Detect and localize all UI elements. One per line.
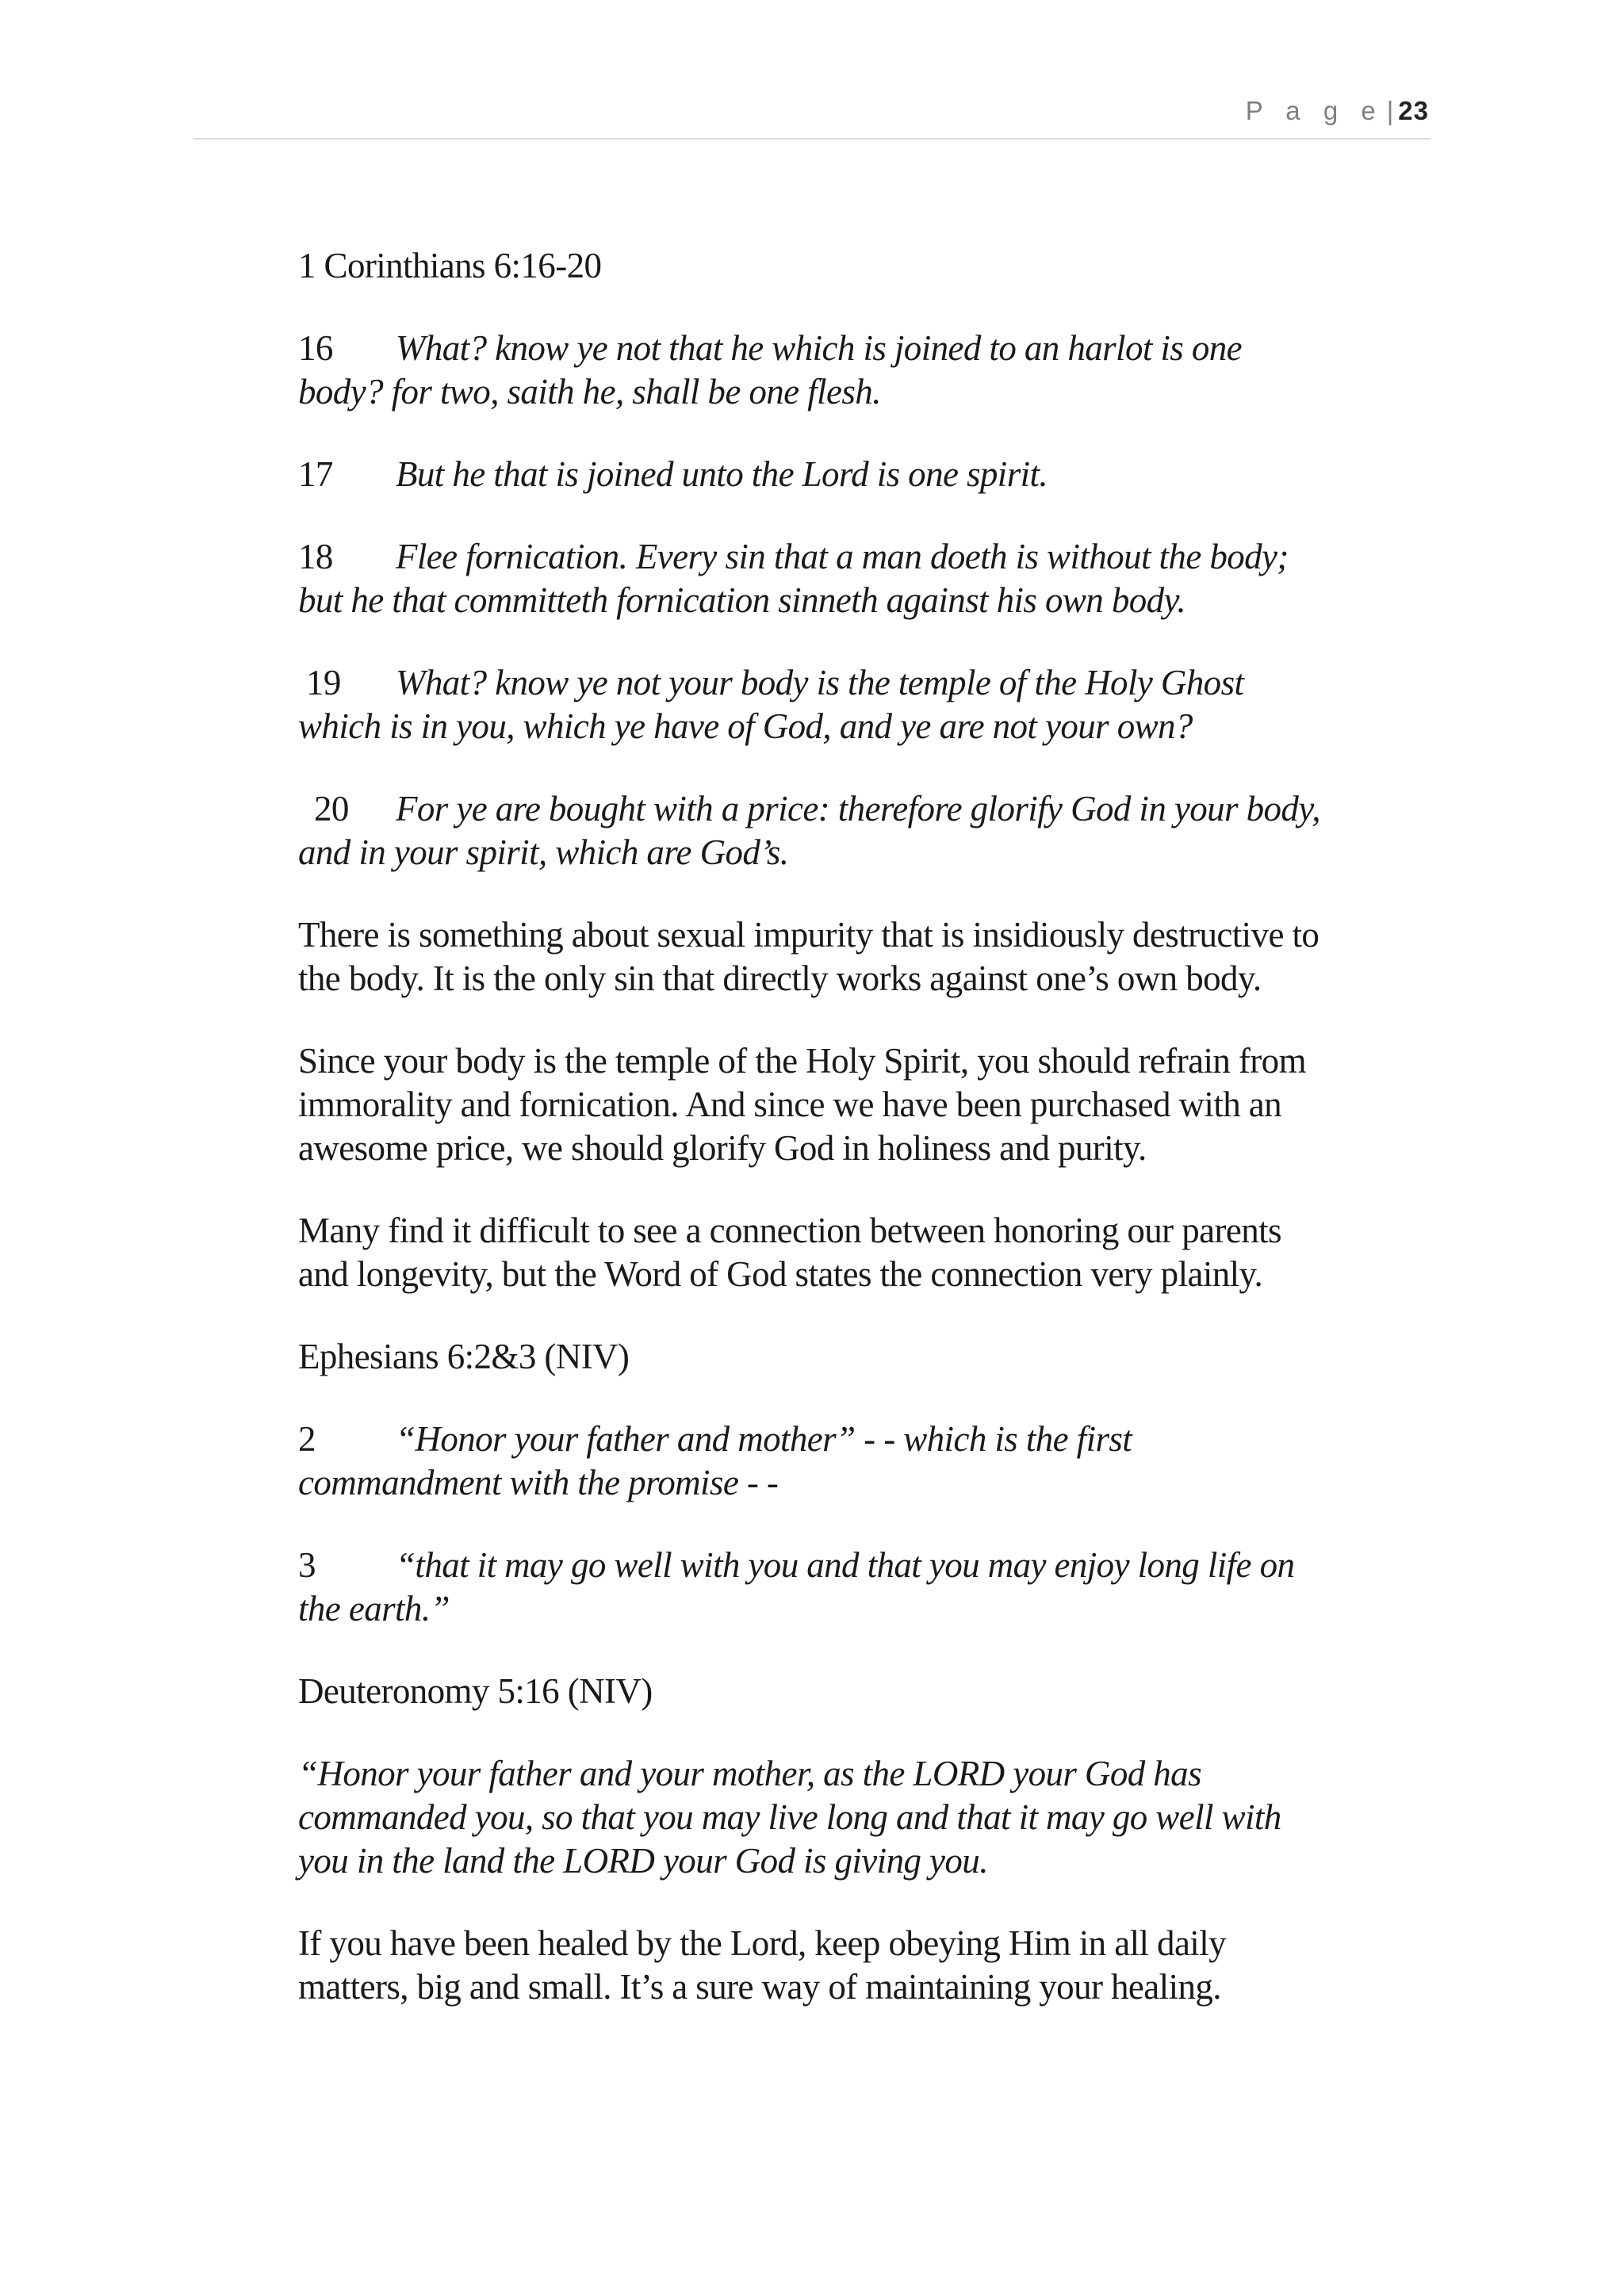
- paragraph-line: and longevity, but the Word of God states the connection very plainly.: [298, 1254, 1263, 1294]
- verse-text-line: commandment with the promise - -: [298, 1463, 779, 1502]
- paragraph-line: immorality and fornication. And since we have been purchased with an: [298, 1085, 1282, 1124]
- paragraph-line: matters, big and small. It’s a sure way of maintaining your healing.: [298, 1967, 1221, 2007]
- reference-text: Ephesians 6:2&3 (NIV): [298, 1337, 630, 1376]
- deuteronomy-verse: [298, 1752, 1456, 1883]
- verse-text-line: but he that committeth fornication sinneth against his own body.: [298, 580, 1186, 620]
- paragraph-line: There is something about sexual impurity that is insidiously destructive to: [298, 915, 1320, 955]
- verse-18: [298, 535, 1456, 622]
- paragraph-line: If you have been healed by the Lord, keep obeying Him in all daily: [298, 1923, 1227, 1963]
- verse-text-line: the earth.”: [298, 1589, 450, 1628]
- verse-number: 16: [298, 328, 333, 368]
- paragraph-line: Many find it difficult to see a connection between honoring our parents: [298, 1211, 1281, 1250]
- page-separator: |: [1386, 96, 1394, 125]
- verse-text-line: and in your spirit, which are God’s.: [298, 832, 789, 872]
- verse-text-line: “that it may go well with you and that you may enjoy long life on: [396, 1545, 1295, 1585]
- verse-number: 2: [298, 1419, 316, 1459]
- verse-number: 17: [298, 454, 333, 494]
- paragraph-temple: [298, 1039, 1456, 1170]
- page-number-value: 23: [1398, 96, 1429, 125]
- ephesians-verse-2: [298, 1418, 1456, 1505]
- scripture-reference-deuteronomy: [298, 1670, 1456, 1713]
- verse-text-line: For ye are bought with a price: therefore glorify God in your body,: [396, 789, 1320, 828]
- paragraph-line: the body. It is the only sin that directly works against one’s own body.: [298, 959, 1262, 998]
- reference-text: 1 Corinthians 6:16-20: [298, 246, 602, 285]
- verse-text-line: What? know ye not your body is the temple of the Holy Ghost: [396, 663, 1244, 702]
- verse-19: [298, 661, 1456, 748]
- verse-text-line: you in the land the LORD your God is giving you.: [298, 1841, 988, 1881]
- page-number: [1246, 94, 1429, 128]
- paragraph-sexual-impurity: [298, 913, 1456, 1001]
- verse-number: 20: [314, 789, 349, 828]
- ephesians-verse-3: [298, 1544, 1456, 1631]
- verse-number: 19: [306, 663, 341, 702]
- scripture-reference-ephesians: [298, 1335, 1456, 1379]
- verse-text-line: Flee fornication. Every sin that a man doeth is without the body;: [396, 537, 1289, 576]
- verse-text-line: commanded you, so that you may live long and that it may go well with: [298, 1797, 1281, 1837]
- scripture-reference-corinthians: [298, 244, 1456, 288]
- verse-text-line: body? for two, saith he, shall be one flesh.: [298, 372, 881, 411]
- verse-20: [298, 787, 1456, 874]
- paragraph-line: Since your body is the temple of the Holy Spirit, you should refrain from: [298, 1041, 1306, 1081]
- verse-text-line: “Honor your father and mother” - - which is the first: [396, 1419, 1132, 1459]
- reference-text: Deuteronomy 5:16 (NIV): [298, 1671, 653, 1711]
- page-header: [193, 94, 1431, 140]
- page-label: P a g e: [1245, 96, 1384, 125]
- paragraph-line: awesome price, we should glorify God in holiness and purity.: [298, 1128, 1147, 1168]
- verse-number: 3: [298, 1545, 316, 1585]
- paragraph-healing: [298, 1922, 1456, 2009]
- verse-17: [298, 453, 1456, 496]
- verse-number: 18: [298, 537, 333, 576]
- verse-text-line: which is in you, which ye have of God, and ye are not your own?: [298, 706, 1193, 746]
- verse-text-line: “Honor your father and your mother, as the LORD your God has: [298, 1754, 1201, 1793]
- verse-text-line: But he that is joined unto the Lord is one spirit.: [396, 454, 1048, 494]
- document-body: [298, 244, 1456, 2048]
- verse-text-line: What? know ye not that he which is joined to an harlot is one: [396, 328, 1243, 368]
- paragraph-honoring-parents: [298, 1209, 1456, 1296]
- verse-16: [298, 327, 1456, 414]
